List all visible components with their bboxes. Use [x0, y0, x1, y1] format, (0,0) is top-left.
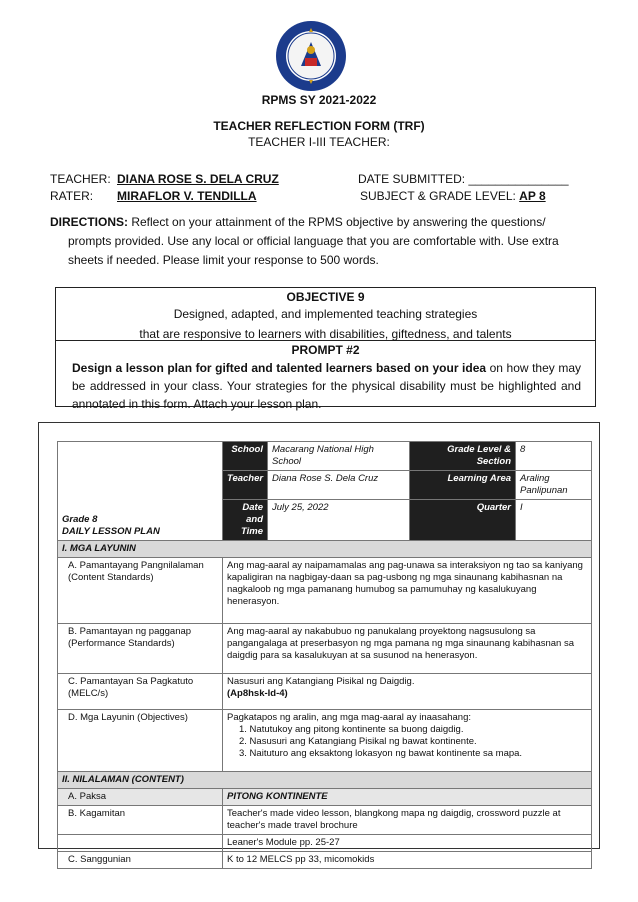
lp-teacher-value: Diana Rose S. Dela Cruz: [268, 471, 410, 500]
lp-b-label: B. Pamantayan ng pagganap (Performance Standards): [58, 624, 223, 674]
lp-title-grade: Grade 8: [62, 514, 98, 525]
lp-c-code: (Ap8hsk-Id-4): [227, 688, 288, 699]
lp-c-label: C. Pamantayan Sa Pagkatuto (MELC/s): [58, 674, 223, 710]
subject-value: AP 8: [519, 189, 546, 203]
rater-name: MIRAFLOR V. TENDILLA: [117, 189, 257, 203]
lp-area-label: Learning Area: [410, 471, 516, 500]
lp-c-value: Nasusuri ang Katangiang Pisikal ng Daigdig.: [227, 676, 415, 687]
objective-title: OBJECTIVE 9: [286, 290, 365, 304]
lp-d-label: D. Mga Layunin (Objectives): [58, 710, 223, 772]
form-title: TEACHER REFLECTION FORM (TRF): [213, 119, 425, 133]
directions: [50, 213, 560, 270]
prompt-text: [56, 359, 595, 413]
objective-box: [55, 287, 596, 341]
date-submitted: DATE SUBMITTED: _______________: [358, 172, 569, 186]
lp-a-value: Ang mag-aaral ay naipamamalas ang pag-unawa sa interaksiyon ng tao sa kaniyang kapaligiran na nagbigay-daan sa pag-usbong ng mga sinaunang kabihasnan na nagkaloob ng mga pamanang humubog sa pamumuhay ng kasalukuyang henerasyon.: [223, 558, 592, 624]
subject-label: SUBJECT & GRADE LEVEL:: [360, 189, 520, 203]
lp-b-value: Ang mag-aaral ay nakabubuo ng panukalang proyektong nagsusulong sa pangangalaga at preserbasyon ng mga pamana ng mga sinaunang kabihasnan sa daigdig para sa kasalukuyan at sa susunod na henerasyon.: [223, 624, 592, 674]
lp-quarter-label: Quarter: [410, 500, 516, 541]
prompt-box: [55, 341, 596, 411]
lp-title-dlp: DAILY LESSON PLAN: [62, 526, 160, 537]
lp-section-layunin: I. MGA LAYUNIN: [58, 541, 592, 558]
lp-datetime-value: July 25, 2022: [268, 500, 410, 541]
rater-label: RATER:: [50, 189, 94, 203]
lp-c-cell: [223, 674, 592, 710]
lp-quarter-value: I: [516, 500, 592, 541]
lp-school-label: School: [223, 442, 268, 471]
lesson-plan-image: [38, 422, 600, 865]
lp-section-nilalaman: II. NILALAMAN (CONTENT): [58, 772, 592, 789]
lp-kagamitan-label: B. Kagamitan: [58, 806, 223, 835]
lp-teacher-label: Teacher: [223, 471, 268, 500]
lp-sanggunian-label: C. Sanggunian: [58, 852, 223, 869]
directions-line1: Reflect on your attainment of the RPMS objective by answering the questions/: [128, 215, 546, 229]
teacher-level: TEACHER I-III TEACHER:: [248, 135, 390, 149]
lp-a-label: A. Pamantayang Pangnilalaman (Content Standards): [58, 558, 223, 624]
lp-school-value: Macarang National High School: [268, 442, 410, 471]
directions-line2: prompts provided. Use any local or official language that you are comfortable with. Use extra: [68, 234, 559, 248]
lp-paksa-value: PITONG KONTINENTE: [223, 789, 592, 806]
subject-grade-level: [360, 189, 546, 203]
teacher-label: TEACHER:: [50, 172, 111, 186]
lp-d-item: 3. Naituturo ang eksaktong lokasyon ng bawat kontinente sa mapa.: [239, 748, 523, 759]
lp-module-value: Leaner's Module pp. 25-27: [223, 835, 592, 852]
rpms-sy: RPMS SY 2021-2022: [261, 93, 377, 107]
lp-area-value: Araling Panlipunan: [516, 471, 592, 500]
lp-grade-label: Grade Level & Section: [410, 442, 516, 471]
lesson-plan-table: [57, 441, 592, 869]
lp-datetime-label: Date and Time: [223, 500, 268, 541]
lp-d-item: 2. Nasusuri ang Katangiang Pisikal ng bawat kontinente.: [239, 736, 477, 747]
prompt-bold: Design a lesson plan for gifted and talented learners based on your idea: [72, 361, 487, 375]
lp-d-item: 1. Natutukoy ang pitong kontinente sa buong daigdig.: [239, 724, 464, 735]
lp-title: [58, 442, 223, 541]
prompt-rest: on how they may be addressed in your class. Your strategies for the physical disability must be highlighted and annotated in this form. Attach your lesson plan.: [72, 361, 581, 411]
teacher-name: DIANA ROSE S. DELA CRUZ: [117, 172, 279, 186]
prompt-title: PROMPT #2: [291, 343, 360, 357]
directions-label: DIRECTIONS:: [50, 215, 128, 229]
lp-grade-value: 8: [516, 442, 592, 471]
objective-line2: that are responsive to learners with disabilities, giftedness, and talents: [139, 327, 512, 341]
lp-d-intro: Pagkatapos ng aralin, ang mga mag-aaral ay inaasahang:: [227, 712, 471, 723]
objective-line1: Designed, adapted, and implemented teaching strategies: [173, 307, 478, 321]
lp-sanggunian-value: K to 12 MELCS pp 33, micomokids: [223, 852, 592, 869]
lp-d-cell: [223, 710, 592, 772]
directions-line3: sheets if needed. Please limit your response to 500 words.: [68, 253, 379, 267]
lp-empty-cell: [58, 835, 223, 852]
deped-seal: [275, 20, 347, 92]
lp-paksa-label: A. Paksa: [58, 789, 223, 806]
lp-kagamitan-value: Teacher's made video lesson, blangkong mapa ng daigdig, crossword puzzle at teacher's made travel brochure: [223, 806, 592, 835]
